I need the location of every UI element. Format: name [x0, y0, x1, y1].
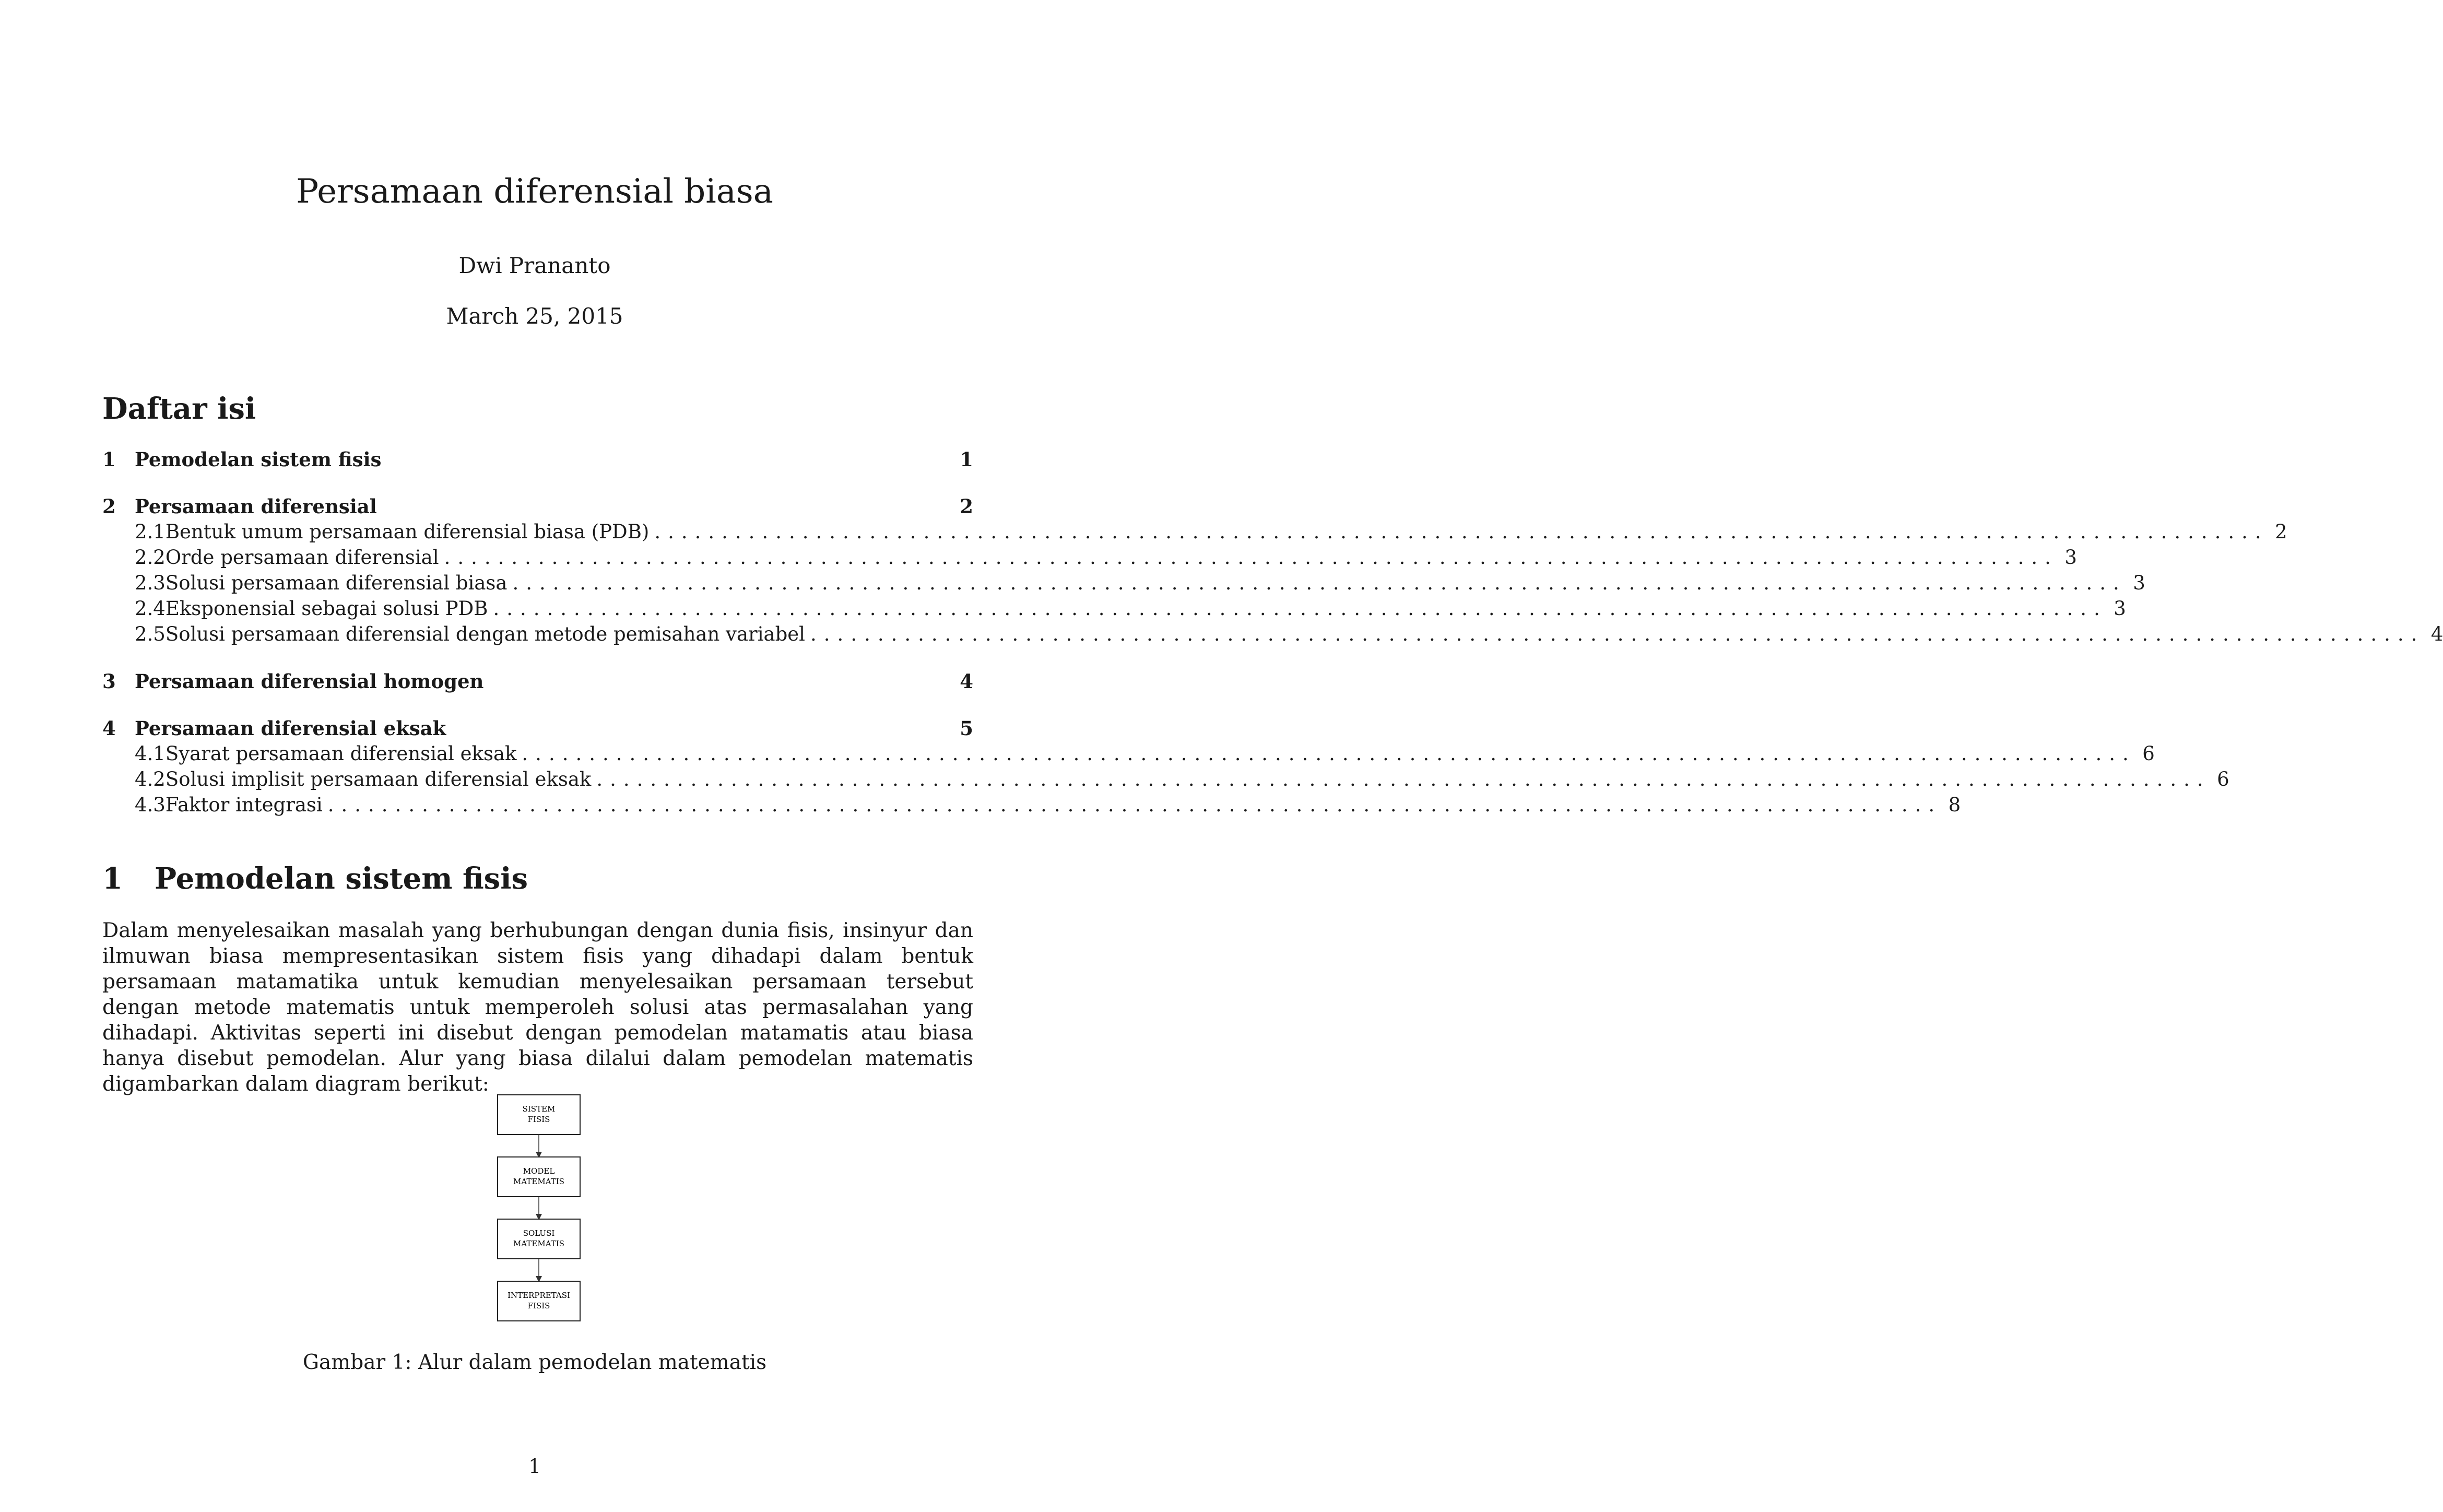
- toc-leader-dots: ........................................................................................................................: [810, 623, 2425, 645]
- page-number: 1: [528, 1455, 541, 1478]
- toc-entry-title: Faktor integrasi: [165, 794, 323, 816]
- toc-entry-title: Eksponensial sebagai solusi PDB: [165, 597, 488, 620]
- toc-entry-title: Persamaan diferensial homogen: [135, 670, 484, 693]
- toc-entry-page: 4: [960, 670, 973, 693]
- diagram-box-line1: MODEL: [523, 1166, 555, 1176]
- toc-entry-title: Persamaan diferensial: [135, 495, 377, 518]
- document-author: Dwi Prananto: [458, 253, 611, 278]
- toc-entry-number: 4.2: [135, 768, 166, 790]
- toc-section-entry[interactable]: [102, 448, 973, 471]
- toc-entry-number: 4: [102, 717, 116, 740]
- flow-diagram: [486, 1094, 585, 1334]
- toc-entry-number: 2.4: [135, 597, 166, 620]
- toc-section-entry[interactable]: [102, 670, 973, 693]
- toc-entry-title: Orde persamaan diferensial: [165, 546, 439, 569]
- diagram-box: [498, 1157, 580, 1197]
- toc-entry-page: 4: [2430, 623, 2443, 645]
- toc-subsection-entry[interactable]: [102, 572, 2145, 595]
- section-heading: [102, 861, 528, 896]
- document-date: March 25, 2015: [446, 303, 623, 329]
- toc-entry-page: 6: [2142, 742, 2155, 765]
- toc-heading: Daftar isi: [102, 392, 256, 426]
- toc-subsection-entry[interactable]: [102, 742, 2155, 765]
- toc-entry-number: 1: [102, 448, 116, 471]
- toc-entry-page: 6: [2217, 768, 2229, 790]
- toc-entry-page: 3: [2064, 546, 2077, 569]
- document-title: Persamaan diferensial biasa: [296, 172, 773, 211]
- section-title: Pemodelan sistem fisis: [155, 861, 528, 896]
- toc-entry-page: 8: [1948, 794, 1961, 816]
- toc-entry-number: 3: [102, 670, 116, 693]
- diagram-box-line2: FISIS: [527, 1115, 550, 1124]
- toc-entry-title: Bentuk umum persamaan diferensial biasa (PDB): [165, 521, 650, 543]
- toc-leader-dots: ........................................................................................................................: [512, 572, 2127, 594]
- toc-entry-page: 5: [960, 717, 973, 740]
- section-paragraph: Dalam menyelesaikan masalah yang berhubungan dengan dunia fisis, insinyur dan ilmuwan biasa mempresentasikan sistem fisis yang dihadapi dalam bentuk persamaan matamatika untuk kemudian menyelesaikan persamaan tersebut dengan metode matematis untuk memperoleh solusi atas permasalahan yang dihadapi. Aktivitas seperti ini disebut dengan pemodelan matamatis atau biasa hanya disebut pemodelan. Alur yang biasa dilalui dalam pemodelan matematis digambarkan dalam diagram berikut:: [102, 919, 973, 1096]
- diagram-box-line2: MATEMATIS: [513, 1177, 564, 1186]
- toc-leader-dots: ........................................................................................................................: [493, 597, 2107, 620]
- figure-caption: Gambar 1: Alur dalam pemodelan matematis: [302, 1351, 767, 1374]
- toc-entry-page: 2: [960, 495, 973, 518]
- toc-entry-title: Pemodelan sistem fisis: [135, 448, 382, 471]
- toc-entry-number: 2.3: [135, 572, 166, 594]
- section-number: 1: [102, 861, 123, 896]
- toc-subsection-entry[interactable]: [102, 768, 2229, 791]
- toc-entry-number: 2.2: [135, 546, 166, 569]
- toc-subsection-entry[interactable]: [102, 597, 2126, 620]
- diagram-box-line2: FISIS: [527, 1301, 550, 1310]
- toc-subsection-entry[interactable]: [102, 521, 2287, 544]
- toc-leader-dots: ........................................................................................................................: [444, 546, 2058, 569]
- toc-entry-page: 3: [2114, 597, 2126, 620]
- diagram-box-line1: SISTEM: [522, 1104, 556, 1114]
- toc-entry-page: 2: [2275, 521, 2287, 543]
- toc-entry-page: 3: [2133, 572, 2145, 594]
- toc-entry-title: Solusi persamaan diferensial dengan metode pemisahan variabel: [165, 623, 806, 645]
- toc-leader-dots: ........................................................................................................................: [522, 742, 2136, 765]
- diagram-box-line1: SOLUSI: [523, 1229, 555, 1238]
- toc-entry-title: Solusi implisit persamaan diferensial eksak: [165, 768, 592, 790]
- toc-entry-number: 2.1: [135, 521, 166, 543]
- toc-entry-number: 2: [102, 495, 116, 518]
- toc-section-entry[interactable]: [102, 495, 973, 518]
- toc-leader-dots: ........................................................................................................................: [654, 521, 2269, 543]
- diagram-box: [498, 1219, 580, 1259]
- diagram-box-line1: INTERPRETASI: [508, 1291, 570, 1300]
- toc-entry-number: 2.5: [135, 623, 166, 645]
- diagram-box: [498, 1281, 580, 1321]
- toc-section-entry[interactable]: [102, 717, 973, 740]
- toc-entry-title: Solusi persamaan diferensial biasa: [165, 572, 508, 594]
- toc-entry-page: 1: [960, 448, 973, 471]
- toc-subsection-entry[interactable]: [102, 623, 2443, 646]
- diagram-box-line2: MATEMATIS: [513, 1239, 564, 1248]
- toc-entry-number: 4.1: [135, 742, 166, 765]
- toc-leader-dots: ........................................................................................................................: [596, 768, 2211, 790]
- toc-entry-title: Syarat persamaan diferensial eksak: [165, 742, 517, 765]
- diagram-box: [498, 1095, 580, 1135]
- toc-subsection-entry[interactable]: [102, 794, 1961, 817]
- toc-leader-dots: ........................................................................................................................: [327, 794, 1942, 816]
- toc-subsection-entry[interactable]: [102, 546, 2077, 569]
- toc-entry-title: Persamaan diferensial eksak: [135, 717, 446, 740]
- toc-entry-number: 4.3: [135, 794, 166, 816]
